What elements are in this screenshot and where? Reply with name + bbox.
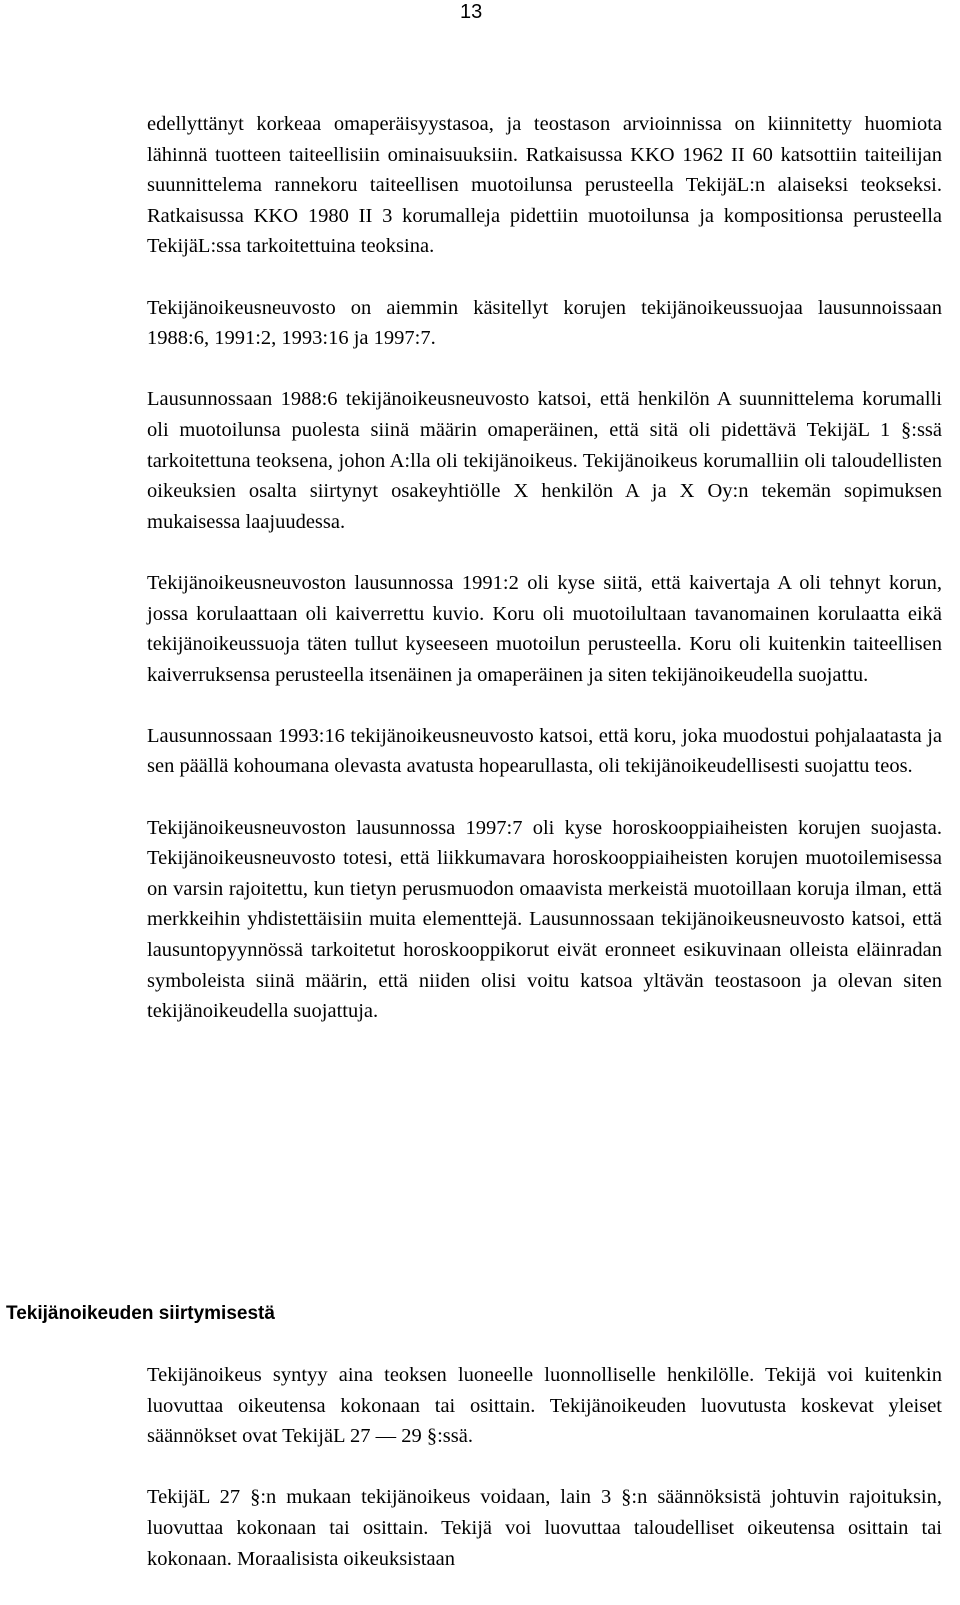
section-heading: Tekijänoikeuden siirtymisestä — [6, 1303, 275, 1324]
paragraph: Tekijänoikeusneuvoston lausunnossa 1997:7 oli kyse horoskooppiaiheisten korujen suojasta. Tekijänoikeusneuvosto totesi, että liikkumavara horoskooppiaiheisten korujen muotoilemisessa on varsin rajoitettu, kun tietyn perusmuodon omaavista merkeistä muotoillaan koruja ilman, että merkkeihin yhdistettäisiin muita elementtejä. Lausunnossaan tekijänoikeusneuvosto katsoi, että lausuntopyynnössä tarkoitetut horoskooppikorut eivät eronneet esikuvinaan olleista eläinradan symboleista siinä määrin, että niiden olisi voitu katsoa yltävän teostasoon ja olevan siten tekijänoikeudella suojattuja. — [147, 816, 942, 1023]
main-text — [147, 109, 942, 1057]
paragraph: edellyttänyt korkeaa omaperäisyystasoa, ja teostason arvioinnissa on kiinnitetty huomiota lähinnä tuotteen taiteellisiin ominaisuuksiin. Ratkaisussa KKO 1962 II 60 katsottiin taiteilijan suunnittelema rannekoru taiteellisen muotoilunsa perusteella TekijäL:n alaiseksi teokseksi. Ratkaisussa KKO 1980 II 3 korumalleja pidettiin muotoilunsa ja kompositionsa perusteella TekijäL:ssa tarkoitettuina teoksina. — [147, 113, 942, 258]
paragraph: Tekijänoikeus syntyy aina teoksen luoneelle luonnolliselle henkilölle. Tekijä voi kuitenkin luovuttaa oikeutensa kokonaan tai osittain. Tekijänoikeuden luovutusta koskevat yleiset säännökset ovat TekijäL 27 — 29 §:ssä. — [147, 1364, 942, 1448]
paragraph: TekijäL 27 §:n mukaan tekijänoikeus voidaan, lain 3 §:n säännöksistä johtuvin rajoituksin, luovuttaa kokonaan tai osittain. Tekijä voi luovuttaa taloudelliset oikeutensa osittain tai kokonaan. Moraalisista oikeuksistaan — [147, 1486, 942, 1570]
section-text — [147, 1360, 942, 1605]
paragraph: Lausunnossaan 1993:16 tekijänoikeusneuvosto katsoi, että koru, joka muodostui pohjalaatasta ja sen päällä kohoumana olevasta avatusta hopearullasta, oli tekijänoikeudellisesti suojattu teos. — [147, 724, 942, 778]
paragraph: Tekijänoikeusneuvoston lausunnossa 1991:2 oli kyse siitä, että kaivertaja A oli tehnyt korun, jossa korulaattaan oli kaiverrettu kuvio. Koru oli muotoilultaan tavanomainen korulaatta eikä tekijänoikeussuoja täten tullut kyseeseen muotoilun perusteella. Koru oli kuitenkin taiteellisen kaiverruksensa perusteella itsenäinen ja omaperäinen ja siten tekijänoikeudella suojattu. — [147, 571, 942, 686]
page-number: 13 — [460, 1, 483, 23]
paragraph: Tekijänoikeusneuvosto on aiemmin käsitellyt korujen tekijänoikeussuojaa lausunnoissaan 1988:6, 1991:2, 1993:16 ja 1997:7. — [147, 296, 942, 350]
paragraph: Lausunnossaan 1988:6 tekijänoikeusneuvosto katsoi, että henkilön A suunnittelema korumalli oli muotoilunsa puolesta siinä määrin omaperäinen, että sitä oli pidettävä TekijäL 1 §:ssä tarkoitettuna teoksena, johon A:lla oli tekijänoikeus. Tekijänoikeus korumalliin oli taloudellisten oikeuksien osalta siirtynyt osakeyhtiölle X henkilön A ja X Oy:n tekemän sopimuksen mukaisessa laajuudessa. — [147, 388, 942, 533]
